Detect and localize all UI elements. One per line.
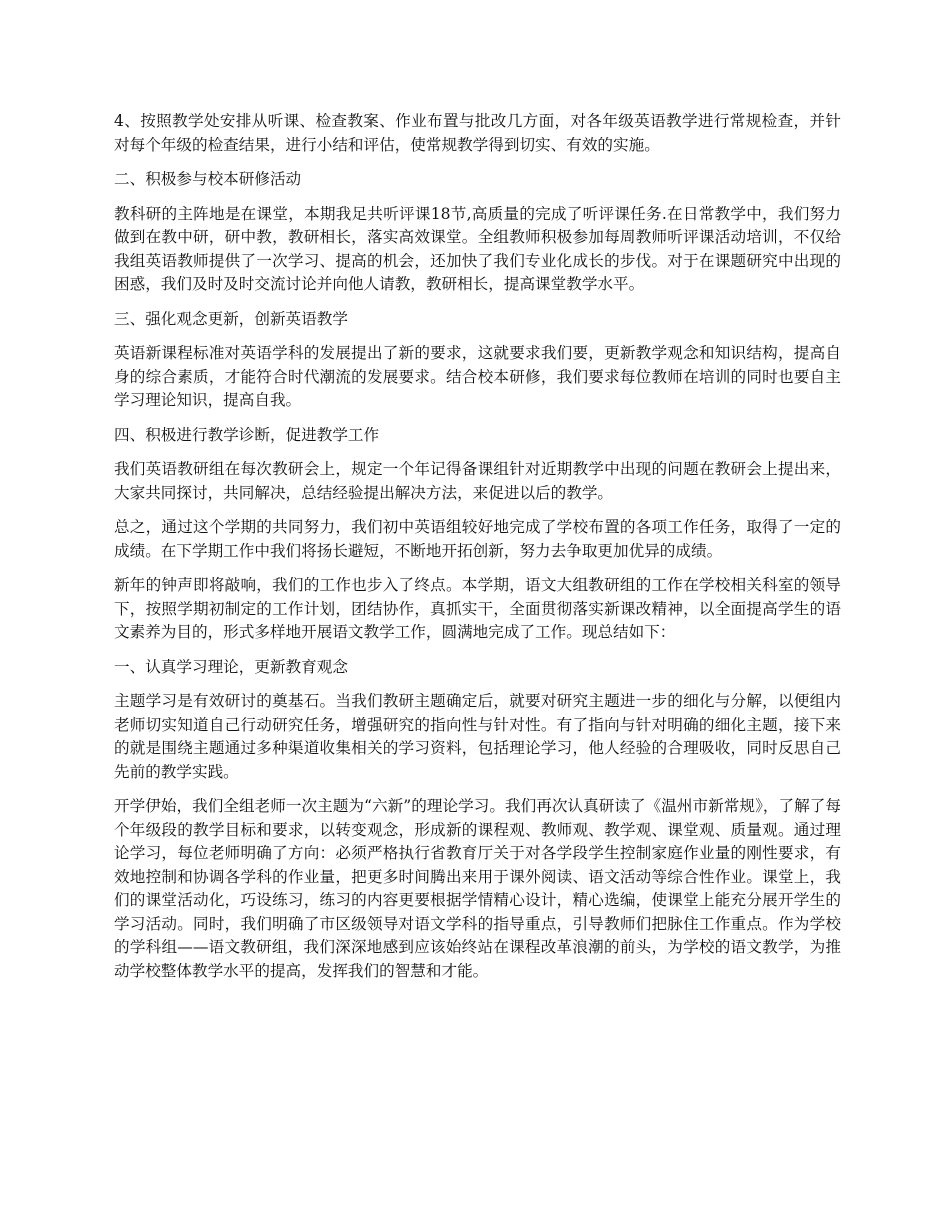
paragraph-classroom-research: 教科研的主阵地是在课堂，本期我足共听评课18节,高质量的完成了听评课任务.在日常教学中，我们努力做到在教中研，研中教，教研相长，落实高效课堂。全组教师积极参加每周教师听评课活动培训，不仅给我组英语教师提供了一次学习、提高的机会，还加快了我们专业化成长的步伐。对于在课题研究中出现的困惑，我们及时及时交流讨论并向他人请教，教研相长，提高课堂教学水平。 bbox=[114, 204, 841, 293]
heading-teaching-diagnosis: 四、积极进行教学诊断，促进教学工作 bbox=[114, 425, 380, 444]
paragraph-teaching-meeting: 我们英语教研组在每次教研会上，规定一个年记得备课组针对近期教学中出现的问题在教研会上提出来，大家共同探讨，共同解决，总结经验提出解决方法，来促进以后的教学。 bbox=[114, 460, 841, 502]
paragraph-semester-start: 开学伊始，我们全组老师一次主题为“六新”的理论学习。我们再次认真研读了《温州市新常规》，了解了每个年级段的教学目标和要求，以转变观念，形成新的课程观、教师观、教学观、课堂观、质量观。通过理论学习，每位老师明确了方向：必须严格执行省教育厅关于对各学段学生控制家庭作业量的刚性要求，有效地控制和协调各学科的作业量，把更多时间腾出来用于课外阅读、语文活动等综合性作业。课堂上，我们的课堂活动化，巧设练习，练习的内容更要根据学情精心设计，精心选编，使课堂上能充分展开学生的学习活动。同时，我们明确了市区级领导对语文学科的指导重点，引导教师们把脉住工作重点。作为学校的学科组——语文教研组，我们深深地感到应该始终站在课程改革浪潮的前头，为学校的语文教学，为推动学校整体教学水平的提高，发挥我们的智慧和才能。 bbox=[114, 797, 841, 980]
heading-study-theory: 一、认真学习理论，更新教育观念 bbox=[114, 657, 348, 676]
paragraph-routine-inspection: 4、按照教学处安排从听课、检查教案、作业布置与批改几方面，对各年级英语教学进行常规检查，并针对每个年级的检查结果，进行小结和评估，使常规教学得到切实、有效的实施。 bbox=[114, 112, 841, 154]
heading-school-research: 二、积极参与校本研修活动 bbox=[114, 170, 302, 188]
paragraph-theme-study: 主题学习是有效研讨的奠基石。当我们教研主题确定后，就要对研究主题进一步的细化与分解，以便组内老师切实知道自己行动研究任务，增强研究的指向性与针对性。有了指向与针对明确的细化主题，接下来的就是围绕主题通过多种渠道收集相关的学习资料，包括理论学习，他人经验的合理吸收，同时反思自己先前的教学实践。 bbox=[114, 692, 841, 781]
document-page bbox=[114, 110, 841, 994]
paragraph-new-year: 新年的钟声即将敲响，我们的工作也步入了终点。本学期，语文大组教研组的工作在学校相关科室的领导下，按照学期初制定的工作计划，团结协作，真抓实干，全面贯彻落实新课改精神，以全面提高学生的语文素养为目的，形式多样地开展语文教学工作，圆满地完成了工作。现总结如下： bbox=[114, 576, 841, 641]
paragraph-summary: 总之，通过这个学期的共同努力，我们初中英语组较好地完成了学校布置的各项工作任务，取得了一定的成绩。在下学期工作中我们将扬长避短，不断地开拓创新，努力去争取更加优异的成绩。 bbox=[114, 518, 841, 560]
paragraph-curriculum-standard: 英语新课程标准对英语学科的发展提出了新的要求，这就要求我们要，更新教学观念和知识结构，提高自身的综合素质，才能符合时代潮流的发展要求。结合校本研修，我们要求每位教师在培训的同时也要自主学习理论知识，提高自我。 bbox=[114, 344, 841, 409]
heading-concept-update: 三、强化观念更新，创新英语教学 bbox=[114, 309, 348, 328]
